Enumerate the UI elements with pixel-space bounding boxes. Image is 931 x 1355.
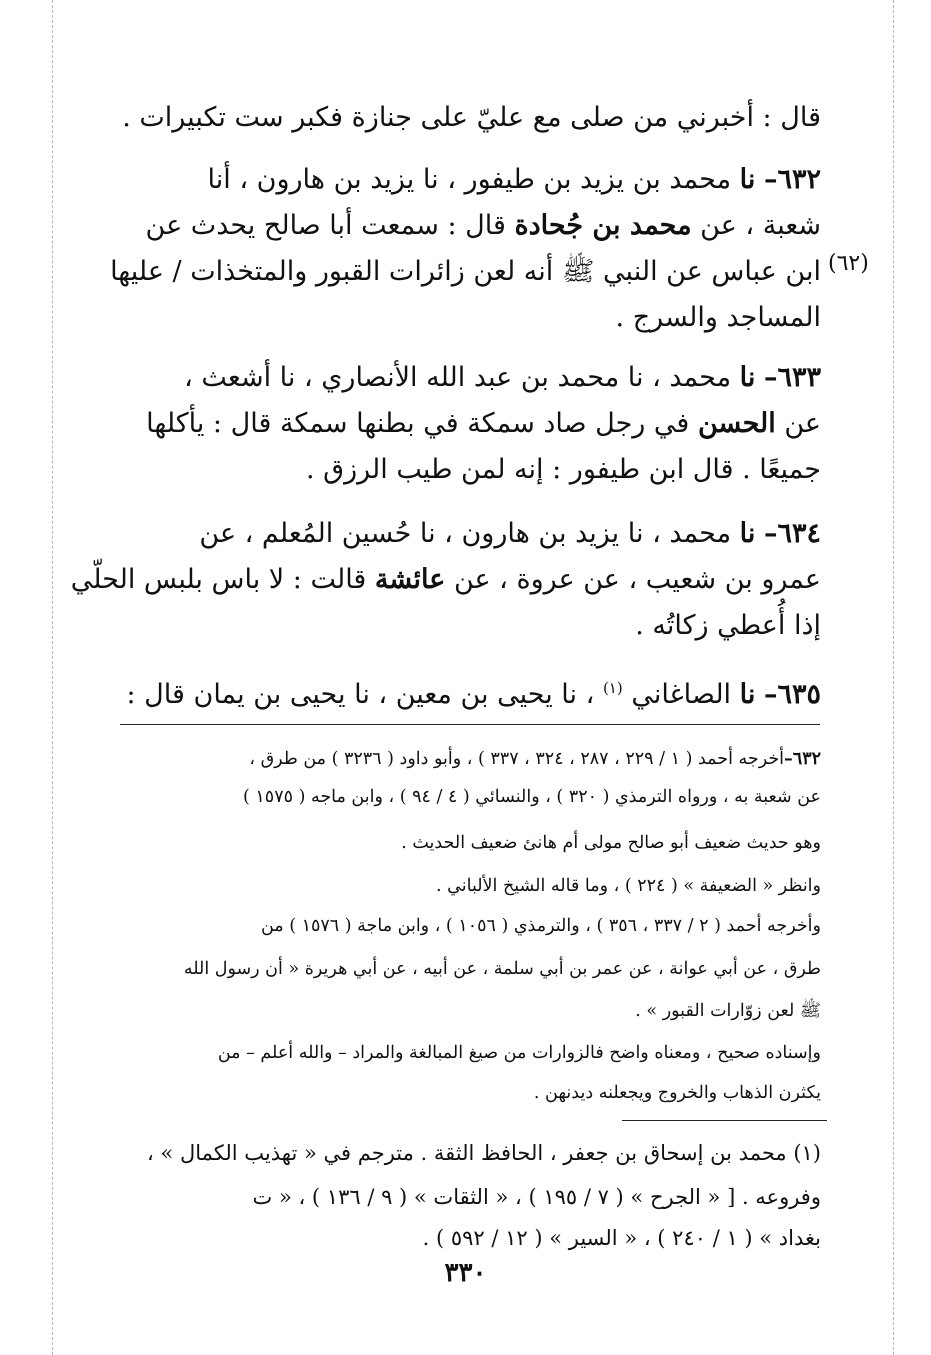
text-line: ابن عباس عن النبي ﷺ أنه لعن زائرات القبور والمتخذات / عليها bbox=[110, 256, 821, 287]
text-line: عن الحسن في رجل صاد سمكة في بطنها سمكة قال : يأكلها bbox=[146, 408, 821, 439]
footnote-line: عن شعبة به ، ورواه الترمذي ( ٣٢٠ ) ، والنسائي ( ٤ / ٩٤ ) ، وابن ماجه ( ١٥٧٥ ) bbox=[243, 787, 821, 807]
narrator-name: عائشة bbox=[374, 564, 446, 595]
narrator-name: محمد بن جُحادة bbox=[514, 210, 692, 241]
footnote-line: ﷺ لعن زوّارات القبور » . bbox=[635, 1001, 821, 1021]
hadith-number: ٦٣٥– bbox=[763, 679, 821, 710]
hadith-633-line: ٦٣٣– نا محمد ، نا محمد بن عبد الله الأنصاري ، نا أشعث ، bbox=[184, 362, 821, 393]
narrator-name: الحسن bbox=[697, 408, 776, 439]
left-margin-guide bbox=[52, 0, 53, 1355]
text-line: جميعًا . قال ابن طيفور : إنه لمن طيب الرزق . bbox=[305, 454, 821, 485]
footnote-line: وانظر « الضعيفة » ( ٢٢٤ ) ، وما قاله الشيخ الألباني . bbox=[436, 876, 821, 896]
text-line: قال : أخبرني من صلى مع عليّ على جنازة فكبر ست تكبيرات . bbox=[122, 102, 821, 133]
footnote-line: وأخرجه أحمد ( ٢ / ٣٣٧ ، ٣٥٦ ) ، والترمذي ( ١٠٥٦ ) ، وابن ماجة ( ١٥٧٦ ) من bbox=[260, 916, 821, 936]
text-line: عمرو بن شعيب ، عن عروة ، عن عائشة قالت : لا باس بلبس الحلّي bbox=[70, 564, 821, 595]
hadith-number: ٦٣٤– bbox=[763, 518, 821, 549]
hadith-635-line: ٦٣٥– نا الصاغاني $^{(١)}$ ، نا يحيى بن معين ، نا يحيى بن يمان قال : bbox=[126, 679, 821, 710]
footnote-line: وإسناده صحيح ، ومعناه واضح فالزوارات من صيغ المبالغة والمراد – والله أعلم – من bbox=[217, 1043, 821, 1063]
footnote-line: طرق ، عن أبي عوانة ، عن عمر بن أبي سلمة ، عن أبيه ، عن أبي هريرة « أن رسول الله bbox=[183, 959, 821, 979]
note-line: (١) محمد بن إسحاق بن جعفر ، الحافظ الثقة . مترجم في « تهذيب الكمال » ، bbox=[147, 1141, 821, 1165]
footnote-marker: (١) bbox=[602, 679, 623, 697]
hadith-number: ٦٣٢– bbox=[763, 164, 821, 195]
footnote-divider bbox=[120, 724, 820, 725]
footnote-line: يكثرن الذهاب والخروج ويجعلنه ديدنهن . bbox=[533, 1083, 821, 1103]
text-line: المساجد والسرج . bbox=[615, 302, 821, 333]
footnote-line: ٦٣٢–أخرجه أحمد ( ١ / ٢٢٩ ، ٢٨٧ ، ٣٢٤ ، ٣٣٧ ) ، وأبو داود ( ٣٢٣٦ ) من طرق ، bbox=[249, 749, 821, 769]
note-line: بغداد » ( ١ / ٢٤٠ ) ، « السير » ( ١٢ / ٥٩٢ ) . bbox=[422, 1226, 821, 1250]
margin-reference: (٦٢) bbox=[828, 251, 869, 276]
text-line: شعبة ، عن محمد بن جُحادة قال : سمعت أبا صالح يحدث عن bbox=[145, 210, 821, 241]
note-line: وفروعه . [ « الجرح » ( ٧ / ١٩٥ ) ، « الثقات » ( ٩ / ١٣٦ ) ، « ت bbox=[252, 1185, 821, 1209]
hadith-number: ٦٣٣– bbox=[763, 362, 821, 393]
hadith-634-line: ٦٣٤– نا محمد ، نا يزيد بن هارون ، نا حُسين المُعلم ، عن bbox=[199, 518, 821, 549]
right-margin-guide bbox=[893, 0, 894, 1355]
footnote-line: وهو حديث ضعيف أبو صالح مولى أم هانئ ضعيف الحديث . bbox=[401, 833, 821, 853]
note-divider bbox=[622, 1120, 827, 1121]
text-line: إذا أُعطي زكاتُه . bbox=[635, 610, 821, 641]
page-number: ٣٣٠ bbox=[444, 1258, 487, 1288]
hadith-632-line: ٦٣٢– نا محمد بن يزيد بن طيفور ، نا يزيد بن هارون ، أنا bbox=[207, 164, 821, 195]
